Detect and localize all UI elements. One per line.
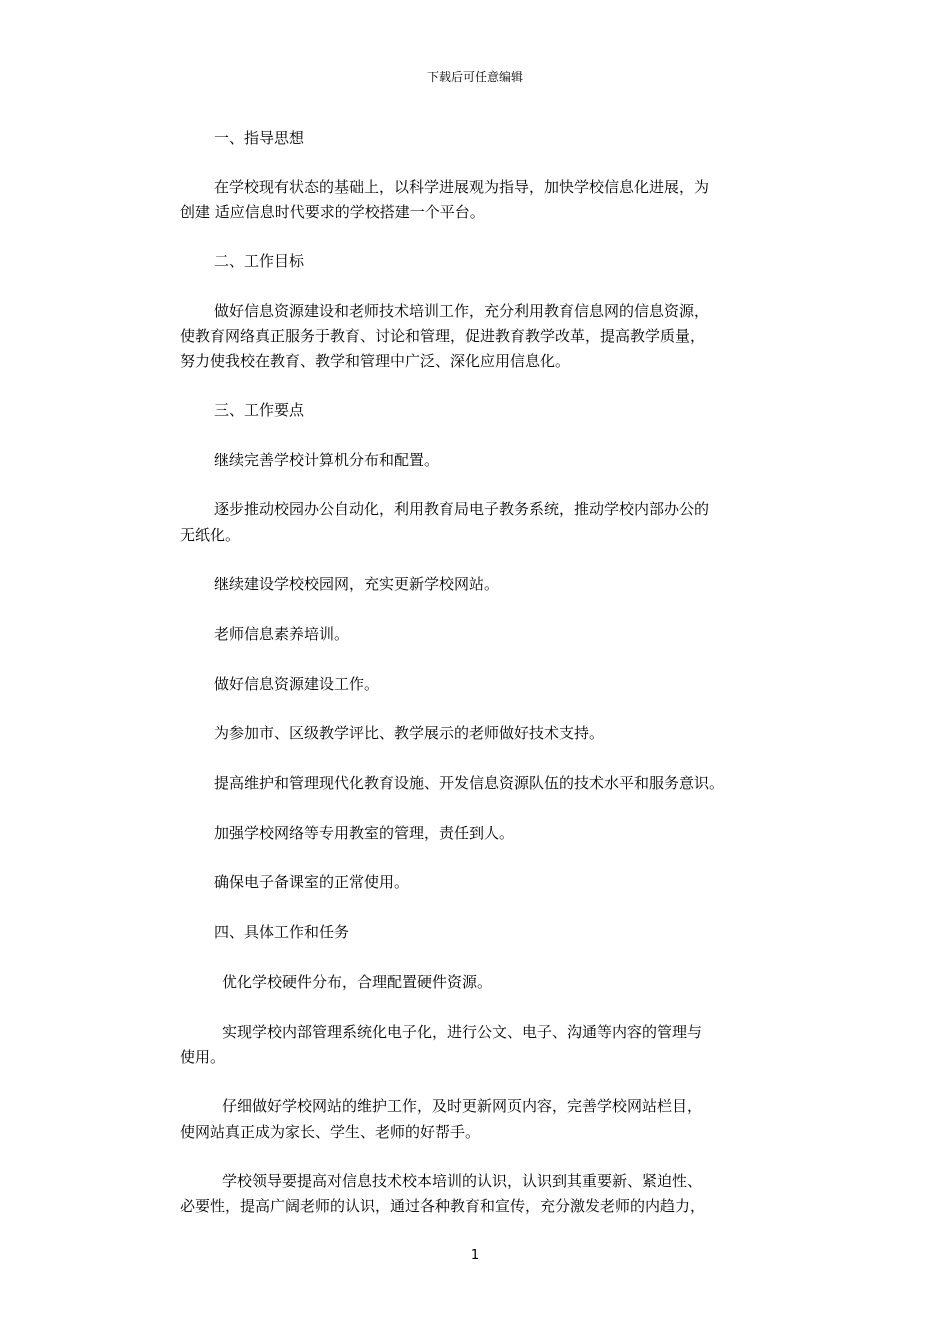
list-item: 确保电子备课室的正常使用。 bbox=[214, 873, 410, 891]
paragraph-line: 努力使我校在教育、教学和管理中广泛、深化应用信息化。 bbox=[180, 352, 571, 370]
paragraph-line: 做好信息资源建设和老师技术培训工作，充分利用教育信息网的信息资源， bbox=[214, 302, 710, 320]
list-item: 做好信息资源建设工作。 bbox=[214, 675, 380, 693]
list-item: 仔细做好学校网站的维护工作，及时更新网页内容，完善学校网站栏目， bbox=[222, 1097, 703, 1115]
list-item-continuation: 使用。 bbox=[180, 1048, 226, 1066]
paragraph-line: 在学校现有状态的基础上，以科学进展观为指导，加快学校信息化进展，为 bbox=[214, 178, 710, 196]
list-item: 实现学校内部管理系统化电子化，进行公文、电子、沟通等内容的管理与 bbox=[222, 1023, 703, 1041]
list-item: 老师信息素养培训。 bbox=[214, 625, 350, 643]
section-heading-4: 四、具体工作和任务 bbox=[214, 923, 350, 941]
list-item: 继续建设学校校园网，充实更新学校网站。 bbox=[214, 575, 500, 593]
paragraph-line: 使教育网络真正服务于教育、讨论和管理，促进教育教学改革，提高教学质量， bbox=[180, 327, 706, 345]
section-heading-2: 二、工作目标 bbox=[214, 252, 305, 270]
list-item: 优化学校硬件分布，合理配置硬件资源。 bbox=[222, 973, 493, 991]
page-header: 下载后可任意编辑 bbox=[426, 70, 523, 84]
list-item: 逐步推动校园办公自动化，利用教育局电子教务系统，推动学校内部办公的 bbox=[214, 500, 710, 518]
page-number: 1 bbox=[470, 1248, 480, 1263]
section-heading-1: 一、指导思想 bbox=[214, 129, 305, 147]
paragraph-line: 创建 适应信息时代要求的学校搭建一个平台。 bbox=[180, 203, 485, 221]
list-item: 学校领导要提高对信息技术校本培训的认识，认识到其重要新、紧迫性、 bbox=[222, 1172, 703, 1190]
list-item-continuation: 无纸化。 bbox=[180, 526, 241, 544]
section-heading-3: 三、工作要点 bbox=[214, 401, 305, 419]
list-item-continuation: 使网站真正成为家长、学生、老师的好帮手。 bbox=[180, 1123, 481, 1141]
list-item: 为参加市、区级教学评比、教学展示的老师做好技术支持。 bbox=[214, 724, 605, 742]
list-item: 继续完善学校计算机分布和配置。 bbox=[214, 451, 440, 469]
list-item: 加强学校网络等专用教室的管理，责任到人。 bbox=[214, 824, 515, 842]
list-item-continuation: 必要性，提高广阔老师的认识，通过各种教育和宣传，充分激发老师的内趋力， bbox=[180, 1197, 706, 1215]
list-item: 提高维护和管理现代化教育设施、开发信息资源队伍的技术水平和服务意识。 bbox=[214, 774, 725, 792]
